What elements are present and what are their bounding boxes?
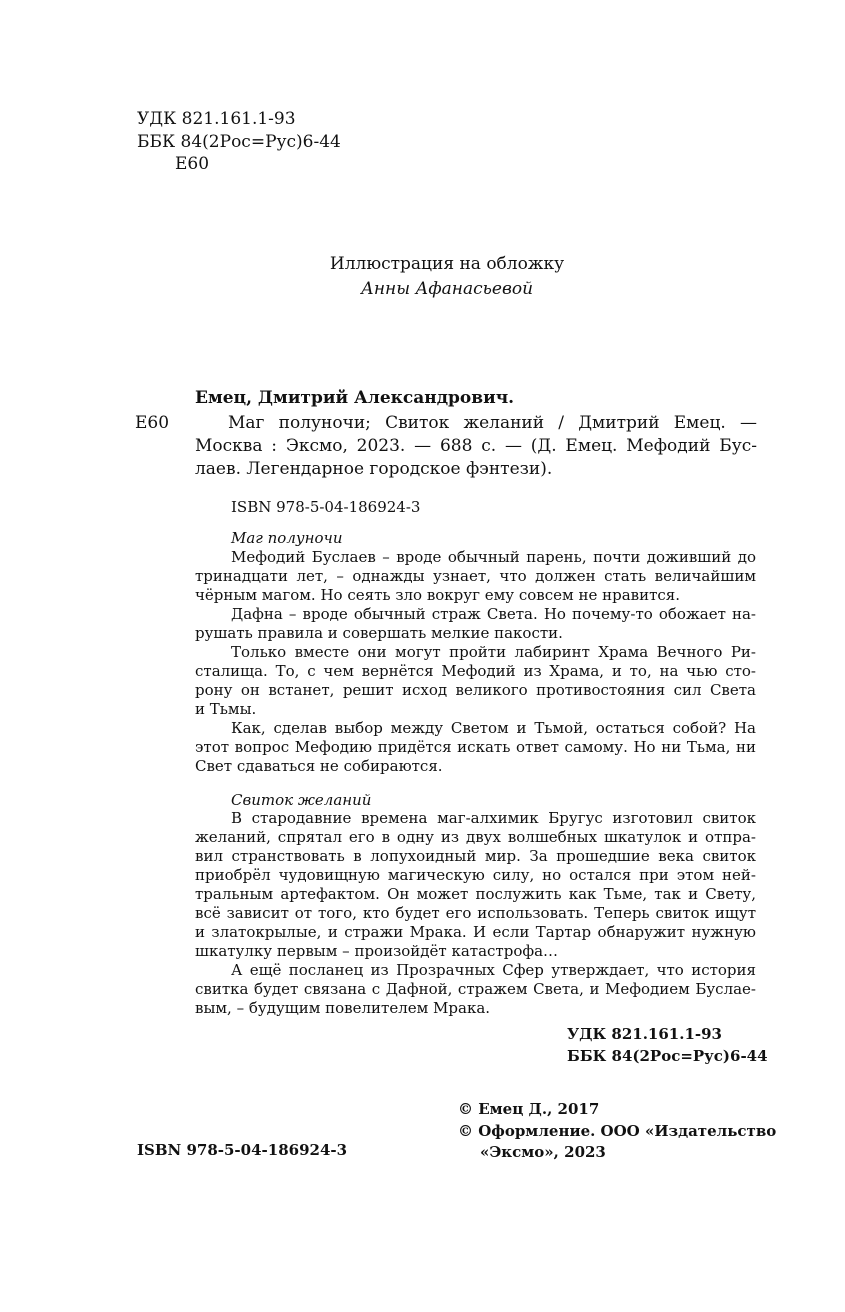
bib-mark: Е60 bbox=[135, 413, 170, 433]
annotation-line: тринадцати лет, – однажды узнает, что должен стать величайшим bbox=[195, 567, 756, 585]
annotation-line: вым, – будущим повелителем Мрака. bbox=[195, 999, 491, 1017]
annotation-line: рушать правила и совершать мелкие пакости. bbox=[195, 624, 563, 642]
annotation-line: тральным артефактом. Он может послужить как Тьме, так и Свету, bbox=[195, 885, 756, 903]
illustration-artist: Анны Афанасьевой bbox=[360, 279, 534, 299]
annotation-line: шкатулку первым – произойдёт катастрофа… bbox=[195, 942, 559, 960]
bib-line: лаев. Легендарное городское фэнтези). bbox=[195, 459, 553, 479]
bib-description bbox=[195, 412, 757, 481]
annotation-line: свитка будет связана с Дафной, стражем Света, и Мефодием Буслае- bbox=[195, 980, 756, 998]
illustration-caption: Иллюстрация на обложку bbox=[329, 254, 565, 274]
bib-line: Москва : Эксмо, 2023. — 688 с. — (Д. Емец. Мефодий Бус- bbox=[195, 436, 757, 456]
bib-line: Маг полуночи; Свиток желаний / Дмитрий Емец. — bbox=[228, 413, 757, 433]
annotation-line: вил странствовать в лопухоидный мир. За прошедшие века свиток bbox=[195, 847, 756, 865]
annotation-title: Маг полуночи bbox=[231, 529, 343, 547]
annotation-line: всё зависит от того, кто будет его использовать. Теперь свиток ищут bbox=[195, 904, 756, 922]
annotation-line: В стародавние времена маг-алхимик Бругус изготовил свиток bbox=[231, 809, 756, 827]
annotation-line: и златокрылые, и стражи Мрака. И если Тартар обнаружит нужную bbox=[195, 923, 756, 941]
copyright-author: © Емец Д., 2017 bbox=[458, 1100, 600, 1118]
annotation-line: Как, сделав выбор между Светом и Тьмой, остаться собой? На bbox=[231, 719, 756, 737]
copyright-design: © Оформление. ООО «Издательство bbox=[458, 1122, 777, 1140]
annotation-line: Только вместе они могут пройти лабиринт Храма Вечного Ри- bbox=[231, 643, 756, 661]
annotation-line: А ещё посланец из Прозрачных Сфер утверждает, что история bbox=[231, 961, 756, 979]
annotation-line: Свет сдаваться не собираются. bbox=[195, 757, 443, 775]
annotation-line: Мефодий Буслаев – вроде обычный парень, почти доживший до bbox=[231, 548, 756, 566]
udk-code: УДК 821.161.1-93 bbox=[137, 109, 296, 129]
annotation-line: рону он встанет, решит исход великого противостояния сил Света bbox=[195, 681, 756, 699]
annotation-line: этот вопрос Мефодию придётся искать ответ самому. Но ни Тьма, ни bbox=[195, 738, 756, 756]
author-mark: Е60 bbox=[175, 154, 210, 174]
annotation-line: сталища. То, с чем вернётся Мефодий из Храма, и то, на чью сто- bbox=[195, 662, 756, 680]
udk-code-bottom: УДК 821.161.1-93 bbox=[567, 1025, 722, 1043]
isbn-bottom: ISBN 978-5-04-186924-3 bbox=[137, 1141, 348, 1159]
annotation-body bbox=[195, 548, 756, 776]
copyright-design-cont: «Эксмо», 2023 bbox=[480, 1143, 606, 1161]
annotation-line: Дафна – вроде обычный страж Света. Но почему-то обожает на- bbox=[231, 605, 756, 623]
annotation-line: желаний, спрятал его в одну из двух волшебных шкатулок и отпра- bbox=[195, 828, 756, 846]
bbk-code: ББК 84(2Рос=Рус)6-44 bbox=[137, 132, 341, 152]
annotation-line: приобрёл чудовищную магическую силу, но остался при этом ней- bbox=[195, 866, 756, 884]
annotation-body bbox=[195, 809, 756, 1018]
annotation-line: и Тьмы. bbox=[195, 700, 257, 718]
bbk-code-bottom: ББК 84(2Рос=Рус)6-44 bbox=[567, 1047, 768, 1065]
author-heading: Емец, Дмитрий Александрович. bbox=[195, 388, 515, 408]
isbn-record: ISBN 978-5-04-186924-3 bbox=[231, 498, 421, 516]
annotation-title: Свиток желаний bbox=[231, 791, 372, 809]
annotation-line: чёрным магом. Но сеять зло вокруг ему совсем не нравится. bbox=[195, 586, 681, 604]
